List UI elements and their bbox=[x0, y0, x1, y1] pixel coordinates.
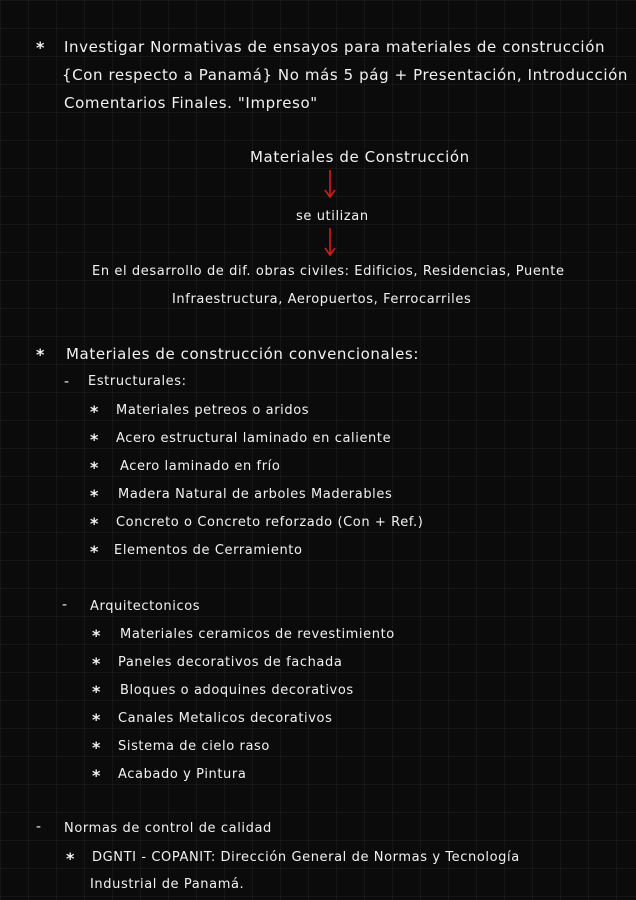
bullet-star-icon: * bbox=[92, 710, 101, 729]
bullet-star-icon: * bbox=[90, 458, 99, 477]
section1-title: Materiales de construcción convencionales: bbox=[66, 345, 419, 363]
bullet-star-icon: * bbox=[92, 626, 101, 645]
section2-item-line-2: Industrial de Panamá. bbox=[90, 877, 245, 892]
bullet-star-icon: * bbox=[92, 654, 101, 673]
task-bullet: * bbox=[36, 38, 45, 57]
list-item: Paneles decorativos de fachada bbox=[118, 655, 343, 670]
list-item: Materiales petreos o aridos bbox=[116, 403, 310, 418]
list-item: Madera Natural de arboles Maderables bbox=[118, 487, 393, 502]
bullet-star-icon: * bbox=[90, 542, 99, 561]
arquitectonicos-title: Arquitectonicos bbox=[90, 599, 201, 614]
bullet-star-icon: * bbox=[92, 738, 101, 757]
bullet-star-icon: * bbox=[90, 430, 99, 449]
flow-arrow-down-1-icon bbox=[323, 170, 337, 200]
bullet-star-icon: * bbox=[90, 486, 99, 505]
list-item: Concreto o Concreto reforzado (Con + Ref.) bbox=[116, 515, 424, 530]
bullet-star-icon: * bbox=[90, 402, 99, 421]
bullet-star-icon: * bbox=[92, 766, 101, 785]
list-item: Materiales ceramicos de revestimiento bbox=[120, 627, 395, 642]
flow-materiales: Materiales de Construcción bbox=[250, 148, 470, 166]
bullet-star-icon: * bbox=[90, 514, 99, 533]
section2-dash: - bbox=[36, 819, 42, 835]
arquitectonicos-dash: - bbox=[62, 597, 68, 613]
list-item: Canales Metalicos decorativos bbox=[118, 711, 333, 726]
section2-title: Normas de control de calidad bbox=[64, 821, 272, 836]
list-item: Acero estructural laminado en caliente bbox=[116, 431, 392, 446]
estructurales-title: Estructurales: bbox=[88, 374, 187, 389]
flow-arrow-down-2-icon bbox=[323, 228, 337, 258]
list-item: Sistema de cielo raso bbox=[118, 739, 270, 754]
task-line-2: {Con respecto a Panamá} No más 5 pág + Presentación, Introducción bbox=[62, 66, 629, 84]
task-line-3: Comentarios Finales. "Impreso" bbox=[64, 94, 318, 112]
flow-se-utilizan: se utilizan bbox=[296, 209, 369, 224]
bullet-star-icon: * bbox=[92, 682, 101, 701]
flow-obras-line-1: En el desarrollo de dif. obras civiles: Edificios, Residencias, Puente bbox=[92, 264, 565, 279]
list-item: Acero laminado en frío bbox=[120, 459, 281, 474]
list-item: Acabado y Pintura bbox=[118, 767, 247, 782]
estructurales-dash: - bbox=[64, 374, 70, 390]
list-item: Bloques o adoquines decorativos bbox=[120, 683, 354, 698]
list-item: Elementos de Cerramiento bbox=[114, 543, 303, 558]
section2-item-line-1: DGNTI - COPANIT: Dirección General de Normas y Tecnología bbox=[92, 850, 520, 865]
section1-bullet: * bbox=[36, 345, 45, 364]
task-line-1: Investigar Normativas de ensayos para materiales de construcción bbox=[64, 38, 606, 56]
flow-obras-line-2: Infraestructura, Aeropuertos, Ferrocarriles bbox=[172, 292, 472, 307]
section2-item-bullet: * bbox=[66, 849, 75, 868]
